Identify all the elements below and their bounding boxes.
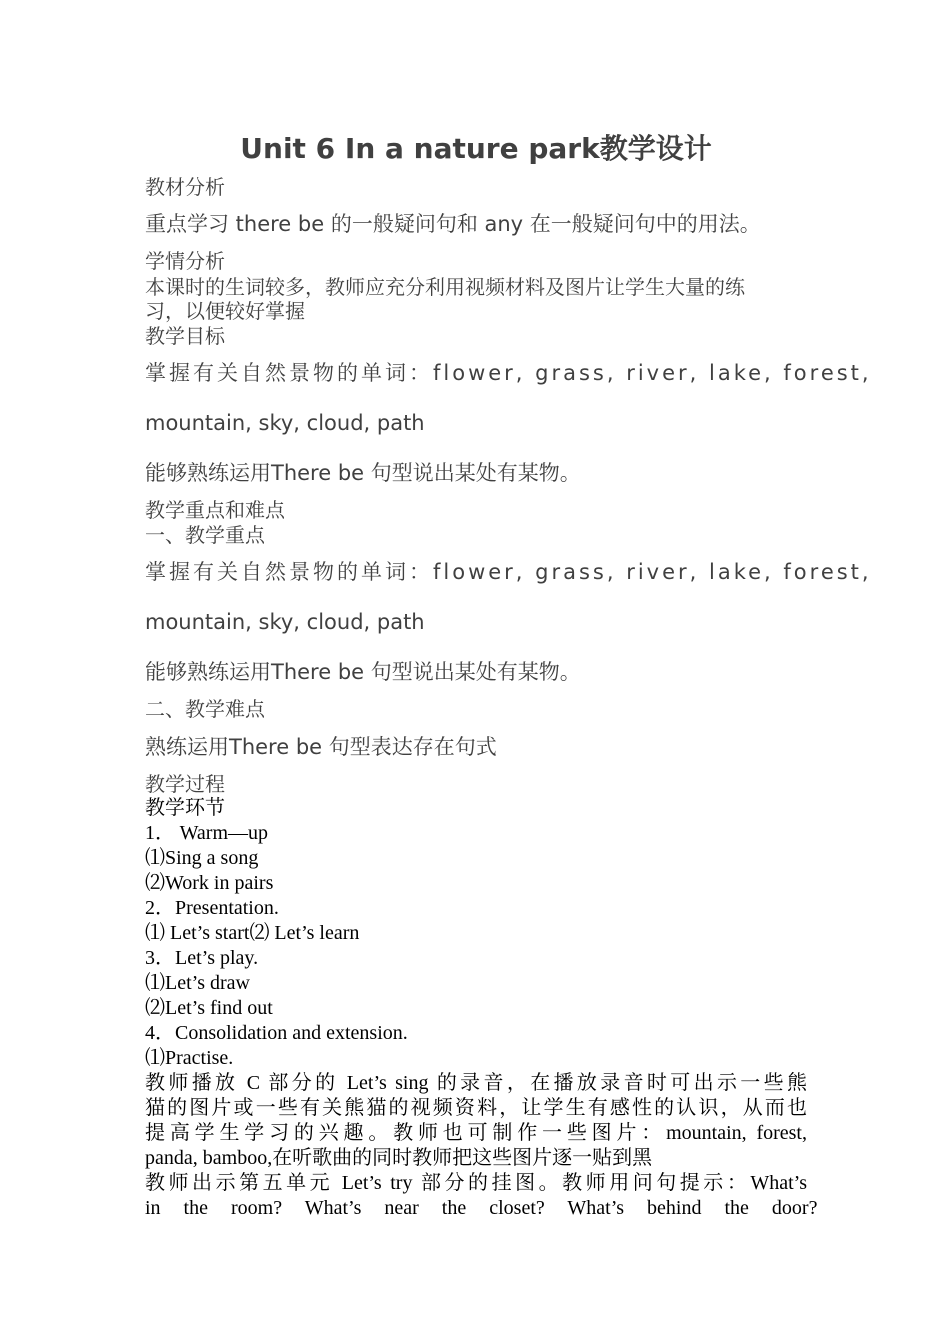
material-analysis-text: 重点学习 there be 的一般疑问句和 any 在一般疑问句中的用法。 <box>145 212 761 236</box>
paragraph-line: 教师播放 C 部分的 Let’s sing 的录音，在播放录音时可出示一些熊 <box>145 1072 807 1094</box>
paragraph-line: in the room? What’s near the closet? What’s behind the door? <box>145 1197 818 1219</box>
heading-material-analysis: 教材分析 <box>145 175 225 199</box>
difficult-point-text: 熟练运用There be 句型表达存在句式 <box>145 735 497 759</box>
paragraph-line: panda, bamboo,在听歌曲的同时教师把这些图片逐一贴到黑 <box>145 1147 653 1169</box>
goal-vocabulary-line: mountain, sky, cloud, path <box>145 411 425 435</box>
heading-learner-analysis: 学情分析 <box>145 249 225 273</box>
goal-vocabulary-line: 掌握有关自然景物的单词：flower, grass, river, lake, forest, <box>145 361 872 385</box>
step-subitem: ⑵Let’s find out <box>145 997 273 1019</box>
key-sentence-pattern: 能够熟练运用There be 句型说出某处有某物。 <box>145 660 581 684</box>
heading-difficult-points: 二、教学难点 <box>145 697 265 721</box>
document-page <box>145 0 872 1344</box>
heading-key-and-difficult: 教学重点和难点 <box>145 498 285 522</box>
learner-analysis-line: 习，以便较好掌握 <box>145 299 305 323</box>
heading-teaching-goals: 教学目标 <box>145 324 225 348</box>
document-title: Unit 6 In a nature park教学设计 <box>240 132 712 165</box>
learner-analysis-line: 本课时的生词较多，教师应充分利用视频材料及图片让学生大量的练 <box>145 275 745 299</box>
heading-teaching-steps: 教学环节 <box>145 797 225 819</box>
step-item: 1． Warm—up <box>145 822 269 844</box>
step-subitem: ⑴Sing a song <box>145 847 259 869</box>
step-subitem: ⑵Work in pairs <box>145 872 274 894</box>
step-item: 2．Presentation. <box>145 897 279 919</box>
key-vocabulary-line: mountain, sky, cloud, path <box>145 610 425 634</box>
step-subitem: ⑴ Let’s start <box>145 922 250 944</box>
paragraph-line: 提高学生学习的兴趣。教师也可制作一些图片：mountain, forest, <box>145 1122 807 1144</box>
key-vocabulary-line: 掌握有关自然景物的单词：flower, grass, river, lake, forest, <box>145 560 872 584</box>
step-item: 4．Consolidation and extension. <box>145 1022 408 1044</box>
paragraph-line: 猫的图片或一些有关熊猫的视频资料，让学生有感性的认识，从而也 <box>145 1097 807 1119</box>
heading-key-points: 一、教学重点 <box>145 523 265 547</box>
goal-sentence-pattern: 能够熟练运用There be 句型说出某处有某物。 <box>145 461 581 485</box>
paragraph-line: 教师出示第五单元 Let’s try 部分的挂图。教师用问句提示：What’s <box>145 1172 807 1194</box>
step-subitem: ⑵ Let’s learn <box>249 922 360 944</box>
heading-teaching-process: 教学过程 <box>145 772 225 796</box>
step-subitem-row <box>145 921 359 946</box>
step-item: 3．Let’s play. <box>145 947 259 969</box>
step-subitem: ⑴Practise. <box>145 1047 234 1069</box>
step-subitem: ⑴Let’s draw <box>145 972 250 994</box>
